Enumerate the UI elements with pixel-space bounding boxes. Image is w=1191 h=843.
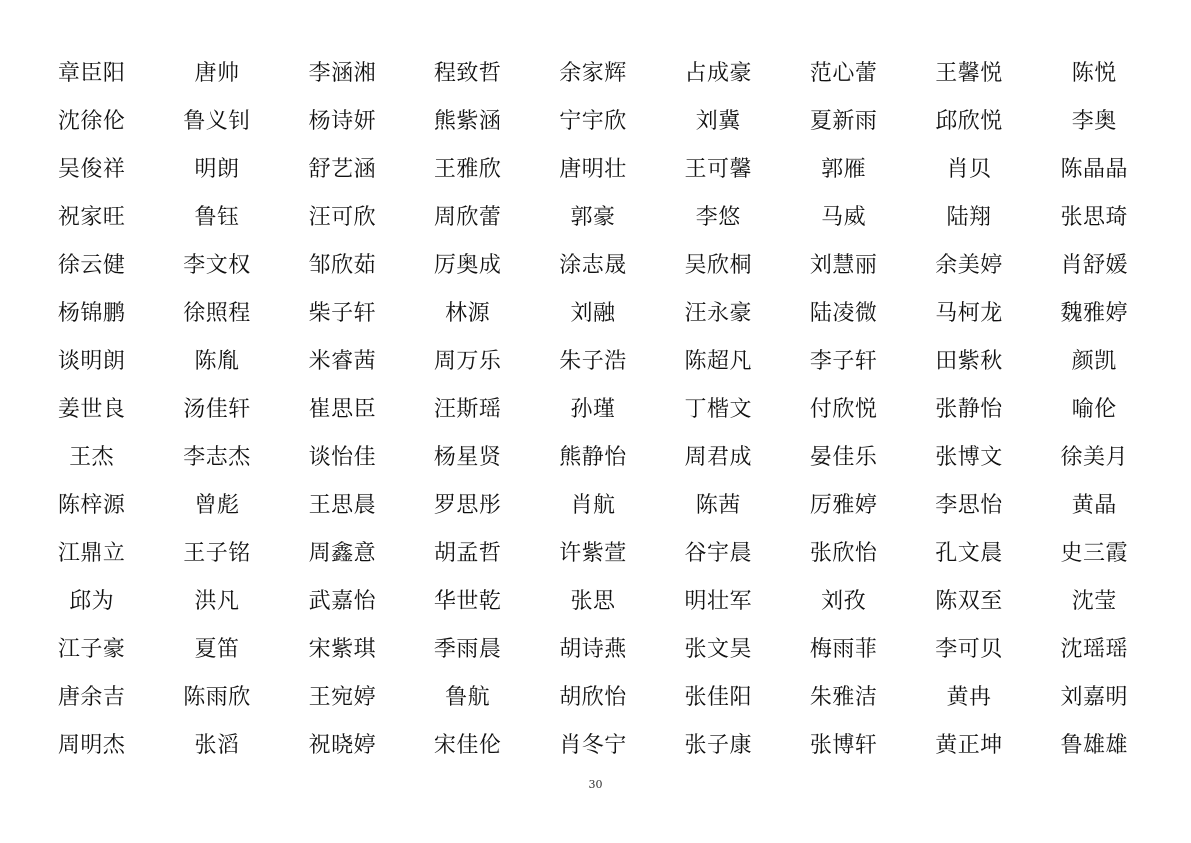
name-cell: 陈胤 [194, 349, 240, 374]
name-cell: 陈双至 [935, 589, 1003, 614]
name-cell: 李思怡 [935, 493, 1003, 518]
name-cell: 王杰 [69, 445, 115, 470]
name-cell: 肖航 [570, 493, 616, 518]
name-cell: 李涵湘 [308, 61, 377, 86]
name-cell: 张文昊 [684, 637, 753, 662]
name-cell: 梅雨菲 [809, 637, 878, 662]
name-cell: 胡诗燕 [559, 637, 627, 662]
name-cell: 范心蕾 [809, 61, 878, 86]
name-cell: 余美婷 [935, 253, 1003, 278]
name-cell: 徐美月 [1060, 445, 1129, 470]
name-cell: 史三霞 [1060, 541, 1129, 566]
name-cell: 刘慧丽 [809, 253, 878, 278]
name-cell: 汤佳轩 [183, 397, 251, 422]
name-cell: 王雅欣 [433, 157, 502, 182]
name-cell: 吴欣桐 [684, 253, 753, 278]
name-cell: 汪斯瑶 [433, 397, 502, 422]
name-cell: 唐帅 [194, 61, 240, 86]
name-cell: 姜世良 [57, 397, 126, 422]
name-cell: 张佳阳 [684, 685, 753, 710]
name-cell: 李悠 [695, 205, 741, 230]
name-cell: 李文权 [183, 253, 251, 278]
name-cell: 汪永豪 [684, 301, 753, 326]
name-cell: 黄晶 [1071, 493, 1117, 518]
name-cell: 王思晨 [308, 493, 377, 518]
name-cell: 肖贝 [946, 157, 992, 182]
name-cell: 张欣怡 [809, 541, 878, 566]
name-cell: 魏雅婷 [1060, 301, 1129, 326]
name-cell: 占成豪 [684, 61, 753, 86]
name-cell: 鲁雄雄 [1060, 733, 1129, 758]
name-cell: 武嘉怡 [308, 589, 377, 614]
name-cell: 宁宇欣 [559, 109, 627, 134]
name-cell: 宋佳伦 [433, 733, 502, 758]
name-cell: 肖舒媛 [1060, 253, 1129, 278]
name-cell: 谈明朗 [57, 349, 126, 374]
name-cell: 唐余吉 [57, 685, 126, 710]
name-cell: 陈茜 [695, 493, 741, 518]
name-cell: 张子康 [684, 733, 753, 758]
name-cell: 沈莹 [1071, 589, 1117, 614]
name-cell: 张思 [570, 589, 616, 614]
name-cell: 付欣悦 [809, 397, 878, 422]
name-cell: 周万乐 [433, 349, 502, 374]
name-cell: 朱雅洁 [809, 685, 878, 710]
name-cell: 张思琦 [1060, 205, 1129, 230]
name-cell: 邱为 [69, 589, 115, 614]
name-cell: 杨星贤 [433, 445, 502, 470]
page-number: 30 [588, 778, 603, 791]
name-cell: 厉奥成 [433, 253, 502, 278]
name-cell: 周明杰 [57, 733, 126, 758]
name-cell: 陆翔 [946, 205, 992, 230]
name-cell: 田紫秋 [935, 349, 1003, 374]
name-cell: 江子豪 [57, 637, 126, 662]
name-cell: 李志杰 [183, 445, 251, 470]
name-grid [29, 50, 1157, 770]
name-cell: 涂志晟 [559, 253, 627, 278]
name-cell: 李子轩 [809, 349, 878, 374]
name-cell: 张博文 [935, 445, 1003, 470]
name-cell: 沈瑶瑶 [1060, 637, 1129, 662]
name-cell: 胡欣怡 [559, 685, 627, 710]
name-cell: 鲁航 [445, 685, 491, 710]
name-cell: 邱欣悦 [935, 109, 1003, 134]
name-cell: 李奥 [1071, 109, 1117, 134]
name-cell: 舒艺涵 [308, 157, 377, 182]
name-cell: 宋紫琪 [308, 637, 377, 662]
name-cell: 郭豪 [570, 205, 616, 230]
name-cell: 季雨晨 [433, 637, 502, 662]
name-cell: 陈晶晶 [1060, 157, 1129, 182]
name-cell: 陈雨欣 [183, 685, 251, 710]
name-cell: 唐明壮 [559, 157, 627, 182]
name-cell: 刘孜 [821, 589, 867, 614]
name-cell: 祝家旺 [57, 205, 126, 230]
name-cell: 熊静怡 [559, 445, 627, 470]
name-cell: 黄冉 [946, 685, 992, 710]
name-cell: 郭雁 [821, 157, 867, 182]
name-cell: 张滔 [194, 733, 240, 758]
name-cell: 黄正坤 [935, 733, 1003, 758]
name-cell: 杨锦鹏 [57, 301, 126, 326]
name-cell: 刘嘉明 [1060, 685, 1129, 710]
name-cell: 林源 [445, 301, 491, 326]
name-cell: 华世乾 [433, 589, 502, 614]
name-cell: 张博轩 [809, 733, 878, 758]
name-cell: 朱子浩 [559, 349, 627, 374]
name-cell: 陈悦 [1071, 61, 1117, 86]
name-cell: 洪凡 [194, 589, 240, 614]
name-cell: 晏佳乐 [809, 445, 878, 470]
name-cell: 李可贝 [935, 637, 1003, 662]
name-cell: 颜凯 [1071, 349, 1117, 374]
name-cell: 程致哲 [433, 61, 502, 86]
name-cell: 王可馨 [684, 157, 753, 182]
name-cell: 陆凌微 [809, 301, 878, 326]
name-cell: 明壮军 [684, 589, 753, 614]
name-cell: 柴子轩 [308, 301, 377, 326]
name-cell: 王子铭 [183, 541, 251, 566]
name-cell: 马柯龙 [935, 301, 1003, 326]
name-cell: 谈怡佳 [308, 445, 377, 470]
name-cell: 肖冬宁 [559, 733, 627, 758]
name-cell: 夏笛 [194, 637, 240, 662]
name-cell: 谷宇晨 [684, 541, 753, 566]
name-cell: 明朗 [194, 157, 240, 182]
name-cell: 吴俊祥 [57, 157, 126, 182]
name-cell: 罗思彤 [433, 493, 502, 518]
name-cell: 曾彪 [194, 493, 240, 518]
name-cell: 张静怡 [935, 397, 1003, 422]
name-cell: 章臣阳 [57, 61, 126, 86]
name-cell: 米睿茜 [308, 349, 377, 374]
name-cell: 马威 [821, 205, 867, 230]
name-cell: 陈超凡 [684, 349, 753, 374]
name-cell: 周鑫意 [308, 541, 377, 566]
name-cell: 厉雅婷 [809, 493, 878, 518]
name-cell: 鲁义钊 [183, 109, 251, 134]
name-cell: 孔文晨 [935, 541, 1003, 566]
name-cell: 周欣蕾 [433, 205, 502, 230]
name-cell: 徐云健 [57, 253, 126, 278]
name-cell: 孙瑾 [570, 397, 616, 422]
name-cell: 喻伦 [1071, 397, 1117, 422]
name-cell: 邹欣茹 [308, 253, 377, 278]
name-cell: 江鼎立 [57, 541, 126, 566]
name-cell: 沈徐伦 [57, 109, 126, 134]
name-cell: 杨诗妍 [308, 109, 377, 134]
name-cell: 王馨悦 [935, 61, 1003, 86]
name-cell: 丁楷文 [684, 397, 753, 422]
name-cell: 胡孟哲 [433, 541, 502, 566]
name-cell: 陈梓源 [57, 493, 126, 518]
name-cell: 徐照程 [183, 301, 251, 326]
name-cell: 刘融 [570, 301, 616, 326]
name-cell: 祝晓婷 [308, 733, 377, 758]
name-cell: 周君成 [684, 445, 753, 470]
name-cell: 刘冀 [695, 109, 741, 134]
name-cell: 熊紫涵 [433, 109, 502, 134]
name-cell: 崔思臣 [308, 397, 377, 422]
name-cell: 汪可欣 [308, 205, 377, 230]
name-cell: 余家辉 [559, 61, 627, 86]
name-cell: 鲁钰 [194, 205, 240, 230]
name-cell: 王宛婷 [308, 685, 377, 710]
name-cell: 许紫萱 [559, 541, 627, 566]
name-cell: 夏新雨 [809, 109, 878, 134]
